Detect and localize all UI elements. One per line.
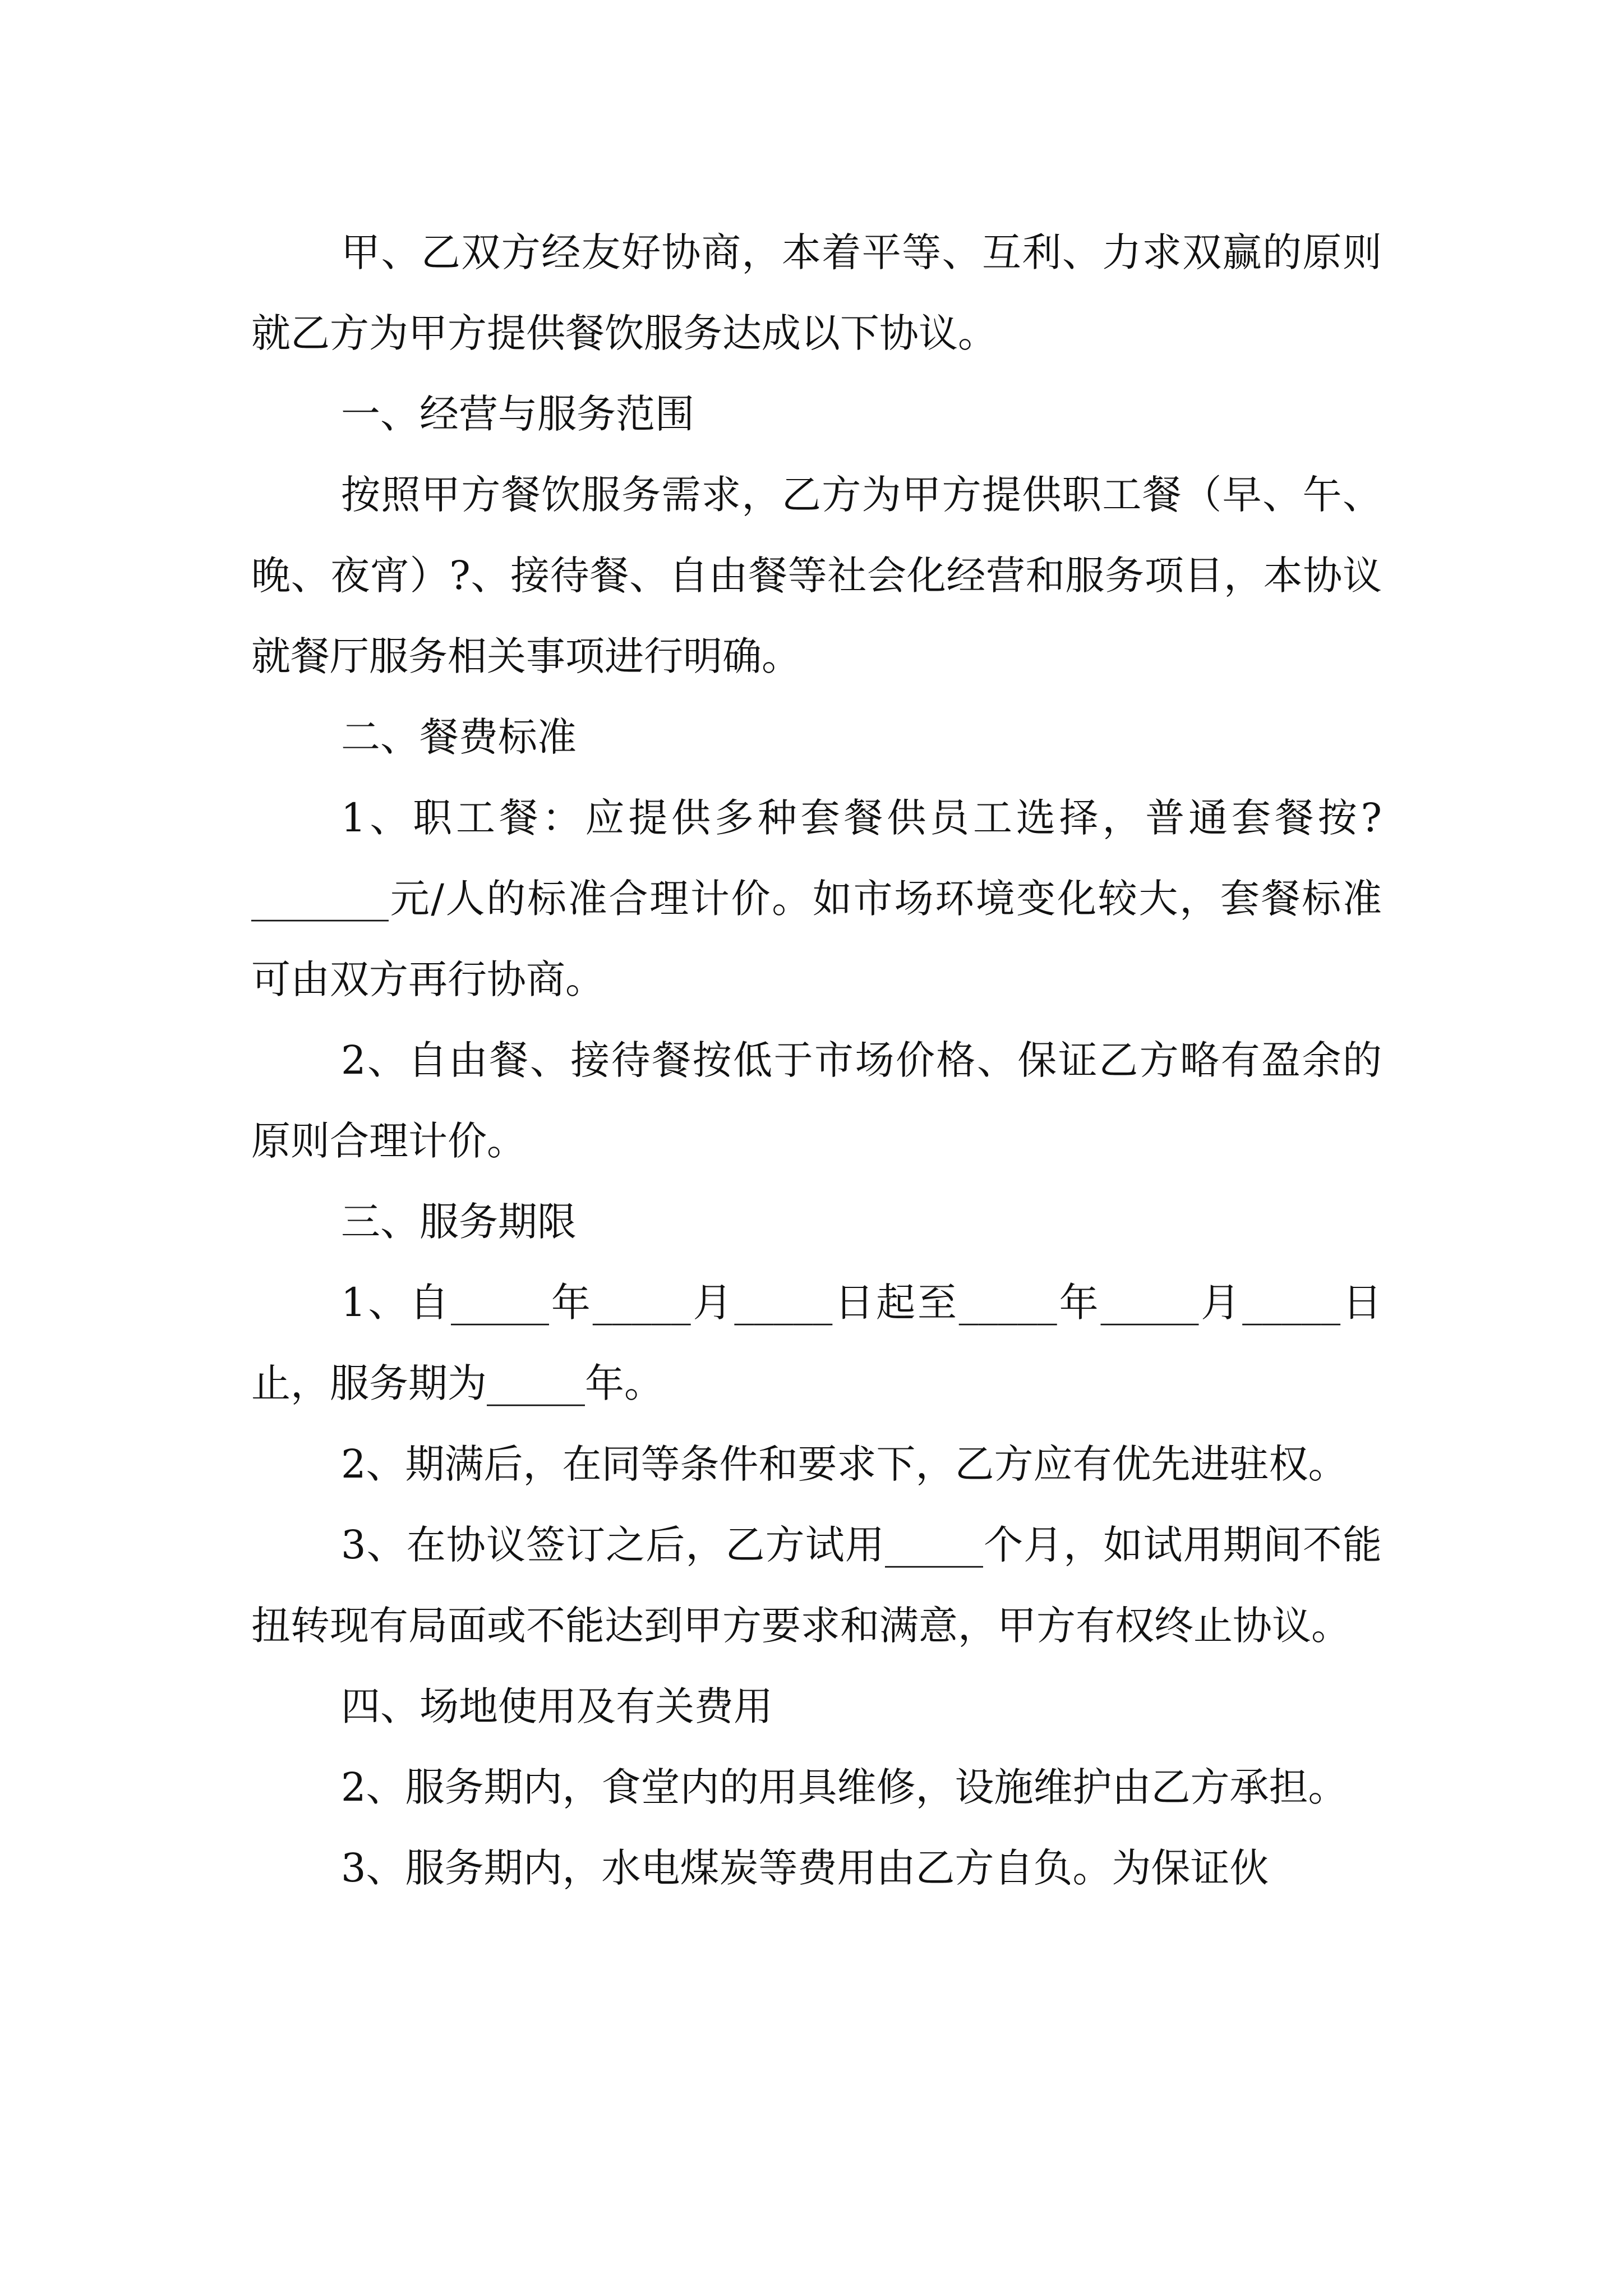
paragraph-free-meal: 2、自由餐、接待餐按低于市场价格、保证乙方略有盈余的原则合理计价。 [251,1037,1382,1164]
paragraph-staff-meal: 1、职工餐：应提供多种套餐供员工选择，普通套餐按?_______元/人的标准合理计价。如市场环境变化较大，套餐标准可由双方再行协商。 [251,795,1382,1002]
paragraph-venue-utilities: 3、服务期内，水电煤炭等费用由乙方自负。为保证伙 [341,1845,1269,1891]
paragraph-term-dates: 1、自_____年_____月_____日起至_____年_____月_____日止，服务期为_____年。 [251,1280,1382,1406]
paragraph-venue-maintenance: 2、服务期内，食堂内的用具维修，设施维护由乙方承担。 [341,1764,1348,1810]
section-heading-term: 三、服务期限 [341,1199,577,1245]
section-heading-fees: 二、餐费标准 [341,714,577,760]
paragraph-term-trial: 3、在协议签订之后，乙方试用_____个月，如试用期间不能扭转现有局面或不能达到甲方要求和满意，甲方有权终止协议。 [251,1522,1382,1649]
document-body [251,212,1382,1908]
section-heading-venue: 四、场地使用及有关费用 [341,1683,773,1729]
paragraph-term-priority: 2、期满后，在同等条件和要求下，乙方应有优先进驻权。 [341,1441,1348,1487]
paragraph-scope: 按照甲方餐饮服务需求，乙方为甲方提供职工餐（早、午、晚、夜宵）?、接待餐、自由餐等社会化经营和服务项目，本协议就餐厅服务相关事项进行明确。 [251,472,1382,679]
section-heading-scope: 一、经营与服务范围 [341,391,694,437]
paragraph-intro: 甲、乙双方经友好协商，本着平等、互利、力求双赢的原则就乙方为甲方提供餐饮服务达成以下协议。 [251,229,1382,356]
